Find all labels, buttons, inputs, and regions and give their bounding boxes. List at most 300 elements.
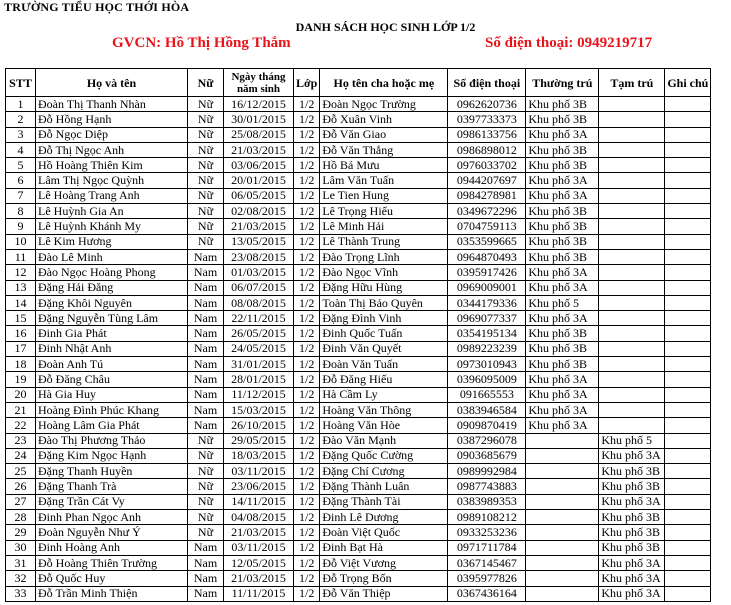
cell-dob: 28/01/2015: [224, 372, 294, 387]
cell-permanent: Khu phố 3B: [526, 326, 599, 341]
cell-gender: Nữ: [188, 97, 224, 112]
cell-parent: Đoàn Việt Quốc: [320, 525, 448, 540]
cell-phone: 0395917426: [448, 265, 526, 280]
table-row: [6, 265, 711, 280]
cell-temporary: [599, 295, 665, 310]
cell-parent: Đoàn Ngọc Trường: [320, 97, 448, 112]
cell-name: Đỗ Đăng Châu: [36, 372, 188, 387]
cell-note: [665, 402, 711, 417]
cell-gender: Nữ: [188, 479, 224, 494]
cell-note: [665, 142, 711, 157]
student-table: [5, 68, 711, 602]
table-row: [6, 586, 711, 601]
cell-stt: 21: [6, 402, 36, 417]
cell-class: 1/2: [294, 249, 320, 264]
cell-name: Đào Thị Phương Thảo: [36, 433, 188, 448]
cell-stt: 27: [6, 494, 36, 509]
cell-name: Đặng Hải Đăng: [36, 280, 188, 295]
cell-phone: 0383989353: [448, 494, 526, 509]
cell-gender: Nữ: [188, 142, 224, 157]
cell-temporary: Khu phố 3B: [599, 525, 665, 540]
cell-gender: Nam: [188, 265, 224, 280]
document-title: DANH SÁCH HỌC SINH LỚP 1/2: [295, 20, 476, 34]
cell-gender: Nam: [188, 402, 224, 417]
cell-class: 1/2: [294, 525, 320, 540]
cell-gender: Nam: [188, 540, 224, 555]
cell-class: 1/2: [294, 173, 320, 188]
cell-phone: 0387296078: [448, 433, 526, 448]
cell-stt: 33: [6, 586, 36, 601]
table-row: [6, 127, 711, 142]
table-header: [6, 69, 711, 97]
cell-dob: 21/03/2015: [224, 571, 294, 586]
cell-temporary: Khu phố 3B: [599, 540, 665, 555]
cell-phone: 0989223239: [448, 341, 526, 356]
table-row: [6, 97, 711, 112]
cell-gender: Nữ: [188, 448, 224, 463]
cell-temporary: [599, 112, 665, 127]
cell-temporary: Khu phố 3A: [599, 555, 665, 570]
cell-parent: Hoàng Văn Hòe: [320, 418, 448, 433]
cell-gender: Nữ: [188, 234, 224, 249]
cell-phone: 0987743883: [448, 479, 526, 494]
cell-temporary: [599, 142, 665, 157]
cell-temporary: [599, 158, 665, 173]
cell-phone: 0964870493: [448, 249, 526, 264]
cell-gender: Nữ: [188, 188, 224, 203]
cell-note: [665, 204, 711, 219]
cell-phone: 0969077337: [448, 311, 526, 326]
cell-gender: Nữ: [188, 127, 224, 142]
cell-name: Đỗ Thị Ngọc Anh: [36, 142, 188, 157]
cell-class: 1/2: [294, 219, 320, 234]
cell-stt: 4: [6, 142, 36, 157]
cell-temporary: [599, 188, 665, 203]
table-row: [6, 479, 711, 494]
cell-dob: 12/05/2015: [224, 555, 294, 570]
cell-class: 1/2: [294, 494, 320, 509]
cell-permanent: [526, 510, 599, 525]
cell-parent: Đặng Thành Tài: [320, 494, 448, 509]
cell-dob: 03/11/2015: [224, 464, 294, 479]
cell-name: Đinh Phan Ngọc Anh: [36, 510, 188, 525]
cell-stt: 20: [6, 387, 36, 402]
table-row: [6, 494, 711, 509]
cell-permanent: Khu phố 3B: [526, 234, 599, 249]
cell-stt: 25: [6, 464, 36, 479]
cell-gender: Nam: [188, 555, 224, 570]
table-row: [6, 173, 711, 188]
cell-dob: 11/12/2015: [224, 387, 294, 402]
table-row: [6, 204, 711, 219]
cell-parent: Hoàng Văn Thông: [320, 402, 448, 417]
cell-class: 1/2: [294, 158, 320, 173]
cell-permanent: [526, 571, 599, 586]
cell-class: 1/2: [294, 311, 320, 326]
cell-dob: 13/05/2015: [224, 234, 294, 249]
cell-note: [665, 387, 711, 402]
cell-name: Đặng Trần Cát Vy: [36, 494, 188, 509]
homeroom-teacher: GVCN: Hồ Thị Hồng Thắm: [112, 35, 291, 51]
cell-temporary: [599, 204, 665, 219]
cell-class: 1/2: [294, 586, 320, 601]
table-row: [6, 418, 711, 433]
cell-stt: 13: [6, 280, 36, 295]
cell-temporary: [599, 326, 665, 341]
cell-permanent: [526, 540, 599, 555]
cell-stt: 15: [6, 311, 36, 326]
table-row: [6, 219, 711, 234]
cell-gender: Nữ: [188, 525, 224, 540]
cell-name: Hồ Hoàng Thiên Kim: [36, 158, 188, 173]
cell-class: 1/2: [294, 387, 320, 402]
cell-dob: 11/11/2015: [224, 586, 294, 601]
cell-stt: 18: [6, 357, 36, 372]
cell-note: [665, 112, 711, 127]
cell-parent: Đỗ Việt Vương: [320, 555, 448, 570]
cell-name: Lê Huỳnh Khánh My: [36, 219, 188, 234]
cell-dob: 03/06/2015: [224, 158, 294, 173]
table-row: [6, 188, 711, 203]
cell-parent: Đỗ Văn Thắng: [320, 142, 448, 157]
cell-parent: Đặng Chí Cương: [320, 464, 448, 479]
cell-phone: 0986898012: [448, 142, 526, 157]
cell-note: [665, 234, 711, 249]
cell-class: 1/2: [294, 357, 320, 372]
cell-temporary: [599, 219, 665, 234]
cell-dob: 23/06/2015: [224, 479, 294, 494]
cell-gender: Nam: [188, 311, 224, 326]
cell-phone: 0973010943: [448, 357, 526, 372]
cell-dob: 30/01/2015: [224, 112, 294, 127]
cell-note: [665, 555, 711, 570]
table-row: [6, 510, 711, 525]
teacher-phone: Số điện thoại: 0949219717: [485, 35, 653, 51]
cell-name: Đặng Thanh Trà: [36, 479, 188, 494]
cell-name: Lê Huỳnh Gia An: [36, 204, 188, 219]
cell-stt: 1: [6, 97, 36, 112]
cell-phone: 0989992984: [448, 464, 526, 479]
cell-parent: Hồ Bá Mưu: [320, 158, 448, 173]
cell-dob: 29/05/2015: [224, 433, 294, 448]
cell-parent: Đinh Bạt Hà: [320, 540, 448, 555]
cell-name: Hoàng Lâm Gia Phát: [36, 418, 188, 433]
cell-note: [665, 433, 711, 448]
cell-dob: 24/05/2015: [224, 341, 294, 356]
cell-permanent: Khu phố 5: [526, 295, 599, 310]
cell-gender: Nam: [188, 295, 224, 310]
cell-temporary: Khu phố 3A: [599, 448, 665, 463]
cell-dob: 22/11/2015: [224, 311, 294, 326]
cell-note: [665, 249, 711, 264]
cell-gender: Nữ: [188, 112, 224, 127]
cell-note: [665, 372, 711, 387]
cell-phone: 0396095009: [448, 372, 526, 387]
cell-phone: 0354195134: [448, 326, 526, 341]
table-row: [6, 571, 711, 586]
cell-phone: 0383946584: [448, 402, 526, 417]
cell-note: [665, 357, 711, 372]
cell-class: 1/2: [294, 234, 320, 249]
header-temporary: Tạm trú: [599, 69, 665, 97]
cell-stt: 7: [6, 188, 36, 203]
cell-temporary: [599, 372, 665, 387]
cell-name: Đoàn Nguyễn Như Ý: [36, 525, 188, 540]
cell-gender: Nữ: [188, 510, 224, 525]
cell-parent: Đỗ Văn Thiệp: [320, 586, 448, 601]
cell-phone: 0933253236: [448, 525, 526, 540]
header-class: Lớp: [294, 69, 320, 97]
cell-class: 1/2: [294, 448, 320, 463]
cell-parent: Đinh Lê Dương: [320, 510, 448, 525]
cell-parent: Đặng Quốc Cường: [320, 448, 448, 463]
cell-permanent: Khu phố 3B: [526, 204, 599, 219]
cell-parent: Đặng Hữu Hùng: [320, 280, 448, 295]
cell-phone: 0353599665: [448, 234, 526, 249]
table-row: [6, 448, 711, 463]
cell-note: [665, 494, 711, 509]
cell-permanent: [526, 555, 599, 570]
cell-phone: 0989108212: [448, 510, 526, 525]
cell-class: 1/2: [294, 341, 320, 356]
cell-permanent: Khu phố 3A: [526, 372, 599, 387]
cell-class: 1/2: [294, 204, 320, 219]
table-row: [6, 280, 711, 295]
cell-temporary: [599, 402, 665, 417]
cell-note: [665, 571, 711, 586]
cell-dob: 18/03/2015: [224, 448, 294, 463]
cell-dob: 21/03/2015: [224, 219, 294, 234]
table-row: [6, 402, 711, 417]
cell-parent: Le Tien Hung: [320, 188, 448, 203]
cell-stt: 11: [6, 249, 36, 264]
table-body: [6, 97, 711, 602]
table-row: [6, 433, 711, 448]
cell-gender: Nữ: [188, 204, 224, 219]
cell-note: [665, 219, 711, 234]
cell-stt: 23: [6, 433, 36, 448]
cell-class: 1/2: [294, 540, 320, 555]
cell-permanent: Khu phố 3A: [526, 265, 599, 280]
cell-temporary: [599, 234, 665, 249]
table-row: [6, 158, 711, 173]
cell-temporary: [599, 357, 665, 372]
table-row: [6, 249, 711, 264]
cell-stt: 14: [6, 295, 36, 310]
cell-permanent: Khu phố 3A: [526, 418, 599, 433]
cell-gender: Nữ: [188, 173, 224, 188]
cell-class: 1/2: [294, 142, 320, 157]
cell-parent: Lê Trọng Hiếu: [320, 204, 448, 219]
table-row: [6, 464, 711, 479]
cell-class: 1/2: [294, 280, 320, 295]
table-row: [6, 387, 711, 402]
table-row: [6, 555, 711, 570]
cell-class: 1/2: [294, 433, 320, 448]
cell-stt: 5: [6, 158, 36, 173]
cell-gender: Nam: [188, 249, 224, 264]
cell-stt: 16: [6, 326, 36, 341]
cell-stt: 31: [6, 555, 36, 570]
cell-permanent: Khu phố 3B: [526, 357, 599, 372]
cell-temporary: Khu phố 3A: [599, 571, 665, 586]
cell-dob: 15/03/2015: [224, 402, 294, 417]
cell-class: 1/2: [294, 112, 320, 127]
cell-name: Đoàn Thị Thanh Nhàn: [36, 97, 188, 112]
cell-note: [665, 280, 711, 295]
cell-permanent: Khu phố 3A: [526, 402, 599, 417]
cell-stt: 29: [6, 525, 36, 540]
table-row: [6, 341, 711, 356]
cell-parent: Đinh Quốc Tuấn: [320, 326, 448, 341]
cell-parent: Đặng Đình Vinh: [320, 311, 448, 326]
cell-permanent: Khu phố 3A: [526, 127, 599, 142]
cell-gender: Nam: [188, 571, 224, 586]
cell-class: 1/2: [294, 265, 320, 280]
cell-stt: 24: [6, 448, 36, 463]
cell-gender: Nam: [188, 341, 224, 356]
cell-temporary: [599, 341, 665, 356]
cell-temporary: [599, 97, 665, 112]
table-row: [6, 234, 711, 249]
table-row: [6, 112, 711, 127]
cell-class: 1/2: [294, 295, 320, 310]
cell-dob: 03/11/2015: [224, 540, 294, 555]
cell-note: [665, 158, 711, 173]
header-parent: Họ tên cha hoặc mẹ: [320, 69, 448, 97]
cell-dob: 25/08/2015: [224, 127, 294, 142]
cell-note: [665, 188, 711, 203]
cell-note: [665, 295, 711, 310]
cell-stt: 30: [6, 540, 36, 555]
cell-permanent: Khu phố 3A: [526, 311, 599, 326]
cell-parent: Đào Văn Mạnh: [320, 433, 448, 448]
cell-phone: 0903685679: [448, 448, 526, 463]
table-row: [6, 372, 711, 387]
cell-name: Đỗ Trần Minh Thiện: [36, 586, 188, 601]
cell-permanent: [526, 433, 599, 448]
cell-gender: Nữ: [188, 494, 224, 509]
cell-phone: 0349672296: [448, 204, 526, 219]
header-dob: Ngày tháng năm sinh: [224, 69, 294, 97]
cell-permanent: Khu phố 3B: [526, 249, 599, 264]
cell-note: [665, 311, 711, 326]
cell-name: Lê Kim Hương: [36, 234, 188, 249]
cell-stt: 17: [6, 341, 36, 356]
cell-permanent: Khu phố 3A: [526, 188, 599, 203]
cell-stt: 8: [6, 204, 36, 219]
cell-note: [665, 326, 711, 341]
cell-note: [665, 479, 711, 494]
cell-name: Hoàng Đình Phúc Khang: [36, 402, 188, 417]
cell-phone: 0397733373: [448, 112, 526, 127]
cell-note: [665, 448, 711, 463]
cell-name: Lâm Thị Ngọc Quỳnh: [36, 173, 188, 188]
cell-name: Đặng Thanh Huyền: [36, 464, 188, 479]
cell-note: [665, 525, 711, 540]
cell-temporary: [599, 280, 665, 295]
cell-gender: Nam: [188, 372, 224, 387]
cell-phone: 0909870419: [448, 418, 526, 433]
cell-stt: 3: [6, 127, 36, 142]
cell-note: [665, 127, 711, 142]
cell-dob: 21/03/2015: [224, 525, 294, 540]
cell-stt: 26: [6, 479, 36, 494]
cell-gender: Nữ: [188, 433, 224, 448]
cell-parent: Hà Cầm Ly: [320, 387, 448, 402]
cell-gender: Nam: [188, 586, 224, 601]
cell-phone: 0971711784: [448, 540, 526, 555]
cell-dob: 26/05/2015: [224, 326, 294, 341]
cell-permanent: [526, 448, 599, 463]
cell-name: Đào Ngọc Hoàng Phong: [36, 265, 188, 280]
cell-permanent: Khu phố 3B: [526, 219, 599, 234]
cell-gender: Nam: [188, 326, 224, 341]
cell-stt: 19: [6, 372, 36, 387]
cell-class: 1/2: [294, 479, 320, 494]
cell-phone: 0704759113: [448, 219, 526, 234]
cell-phone: 0344179336: [448, 295, 526, 310]
cell-parent: Đỗ Trọng Bốn: [320, 571, 448, 586]
cell-name: Đinh Hoàng Anh: [36, 540, 188, 555]
cell-parent: Đặng Thành Luân: [320, 479, 448, 494]
cell-temporary: Khu phố 3A: [599, 586, 665, 601]
cell-note: [665, 173, 711, 188]
cell-temporary: Khu phố 3B: [599, 479, 665, 494]
cell-temporary: [599, 311, 665, 326]
header-phone: Số điện thoại: [448, 69, 526, 97]
cell-parent: Đoàn Văn Tuấn: [320, 357, 448, 372]
cell-dob: 26/10/2015: [224, 418, 294, 433]
cell-parent: Đỗ Văn Giao: [320, 127, 448, 142]
cell-gender: Nữ: [188, 219, 224, 234]
cell-dob: 23/08/2015: [224, 249, 294, 264]
cell-name: Đỗ Hoàng Thiên Trường: [36, 555, 188, 570]
cell-permanent: Khu phố 3B: [526, 158, 599, 173]
header-gender: Nữ: [188, 69, 224, 97]
cell-parent: Lâm Văn Tuấn: [320, 173, 448, 188]
cell-stt: 2: [6, 112, 36, 127]
cell-parent: Đào Ngọc Vĩnh: [320, 265, 448, 280]
header-permanent: Thường trú: [526, 69, 599, 97]
cell-class: 1/2: [294, 402, 320, 417]
cell-phone: 0969009001: [448, 280, 526, 295]
cell-note: [665, 586, 711, 601]
cell-stt: 9: [6, 219, 36, 234]
cell-temporary: [599, 173, 665, 188]
cell-permanent: Khu phố 3A: [526, 387, 599, 402]
cell-phone: 0976033702: [448, 158, 526, 173]
cell-note: [665, 341, 711, 356]
cell-class: 1/2: [294, 555, 320, 570]
cell-class: 1/2: [294, 97, 320, 112]
cell-gender: Nữ: [188, 158, 224, 173]
cell-gender: Nam: [188, 357, 224, 372]
cell-name: Đào Lê Minh: [36, 249, 188, 264]
cell-name: Đinh Gia Phát: [36, 326, 188, 341]
cell-note: [665, 97, 711, 112]
cell-dob: 21/03/2015: [224, 142, 294, 157]
cell-phone: 0944207697: [448, 173, 526, 188]
cell-permanent: Khu phố 3B: [526, 112, 599, 127]
cell-dob: 20/01/2015: [224, 173, 294, 188]
table-row: [6, 525, 711, 540]
cell-dob: 06/05/2015: [224, 188, 294, 203]
cell-permanent: [526, 464, 599, 479]
cell-phone: 0986133756: [448, 127, 526, 142]
cell-gender: Nam: [188, 387, 224, 402]
cell-temporary: [599, 418, 665, 433]
